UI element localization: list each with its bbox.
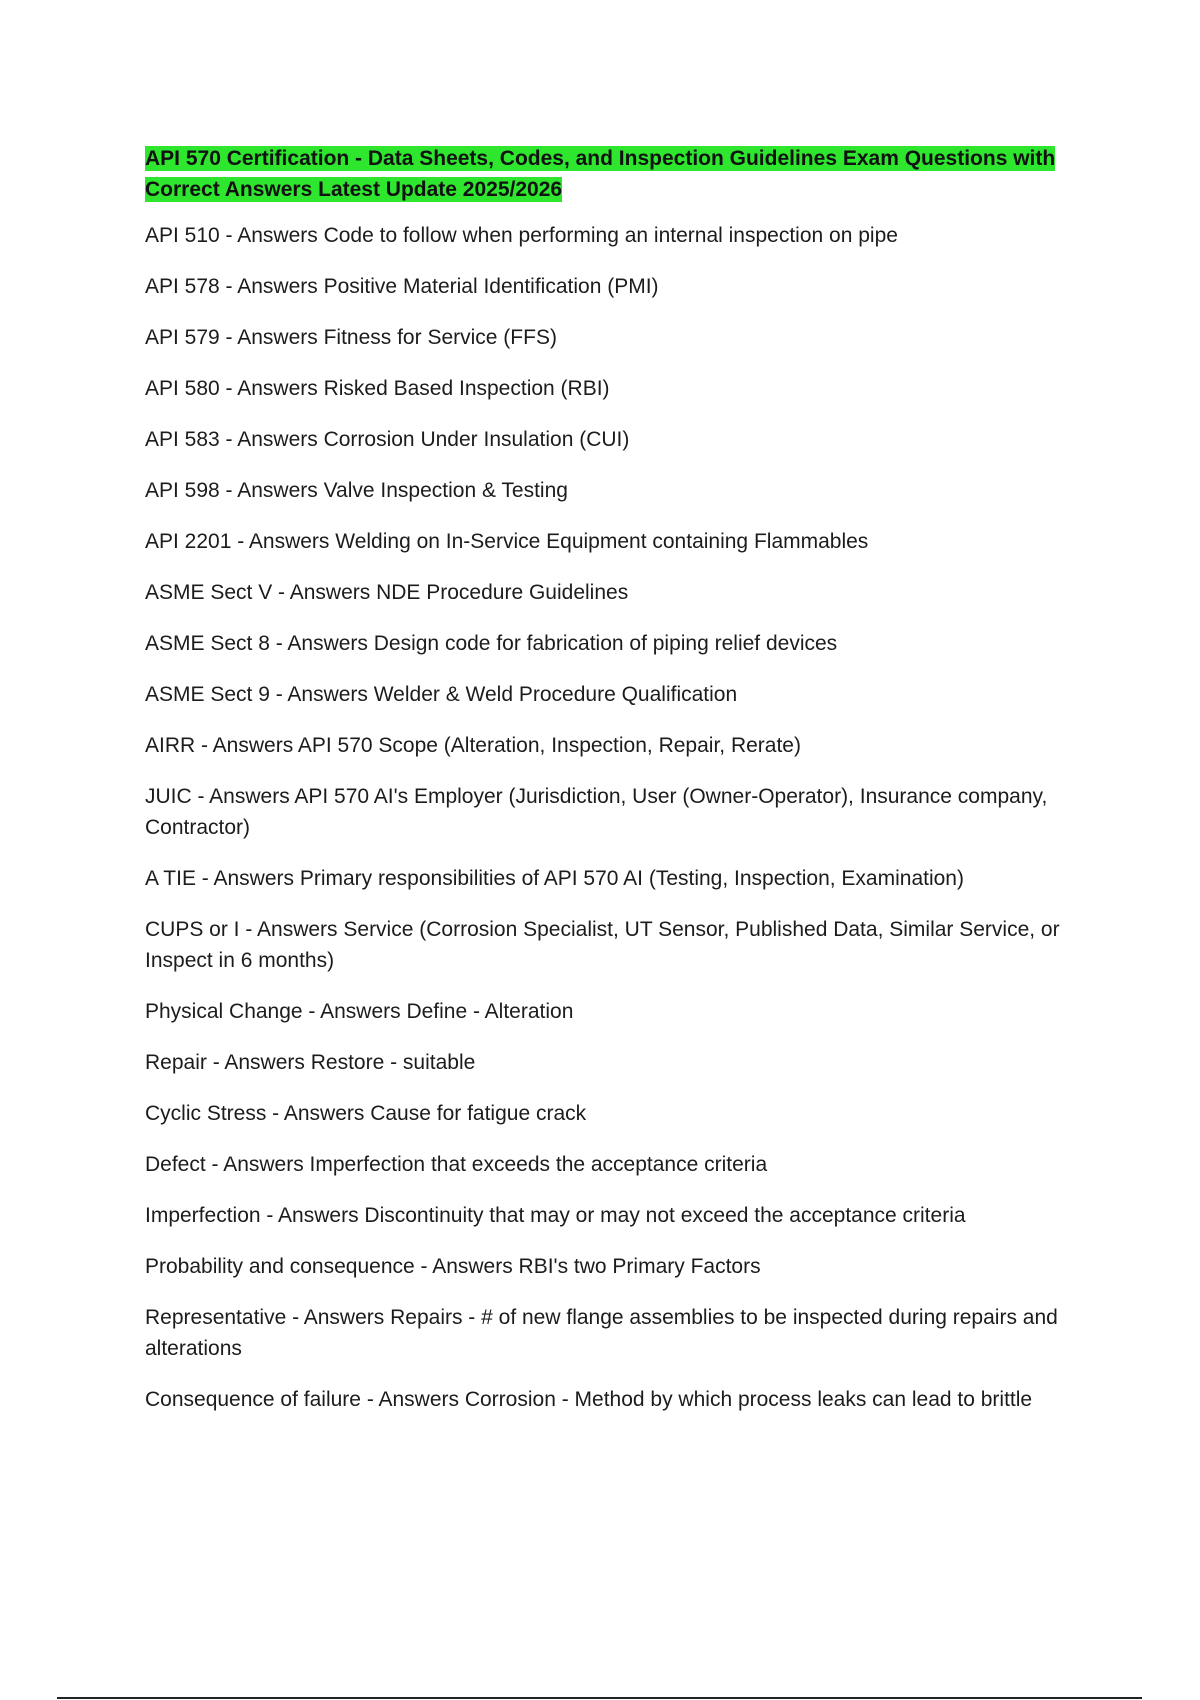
qa-item: ASME Sect V - Answers NDE Procedure Guidelines — [145, 581, 629, 604]
footer-divider — [57, 1697, 1142, 1699]
qa-item: API 579 - Answers Fitness for Service (FFS) — [145, 326, 557, 349]
qa-item: Consequence of failure - Answers Corrosion - Method by which process leaks can lead to brittle — [145, 1388, 1033, 1411]
qa-item: Cyclic Stress - Answers Cause for fatigue crack — [145, 1102, 587, 1125]
qa-item: Imperfection - Answers Discontinuity that may or may not exceed the acceptance criteria — [145, 1204, 966, 1227]
qa-item: API 580 - Answers Risked Based Inspection (RBI) — [145, 377, 610, 400]
qa-item: API 578 - Answers Positive Material Identification (PMI) — [145, 275, 659, 298]
qa-item: JUIC - Answers API 570 AI's Employer (Jurisdiction, User (Owner-Operator), Insurance company, Contractor) — [145, 785, 1048, 839]
qa-item: AIRR - Answers API 570 Scope (Alteration, Inspection, Repair, Rerate) — [145, 734, 801, 757]
qa-item: A TIE - Answers Primary responsibilities of API 570 AI (Testing, Inspection, Examination) — [145, 867, 964, 890]
qa-item: Representative - Answers Repairs - # of new flange assemblies to be inspected during repairs and alterations — [145, 1306, 1058, 1360]
qa-item: Physical Change - Answers Define - Alteration — [145, 1000, 574, 1023]
qa-item: ASME Sect 8 - Answers Design code for fabrication of piping relief devices — [145, 632, 838, 655]
qa-list — [145, 220, 1095, 1415]
qa-item: Probability and consequence - Answers RBI's two Primary Factors — [145, 1255, 761, 1278]
qa-item: API 510 - Answers Code to follow when performing an internal inspection on pipe — [145, 224, 898, 247]
qa-item: ASME Sect 9 - Answers Welder & Weld Procedure Qualification — [145, 683, 738, 706]
qa-item: Repair - Answers Restore - suitable — [145, 1051, 476, 1074]
qa-item: CUPS or I - Answers Service (Corrosion Specialist, UT Sensor, Published Data, Similar Service, or Inspect in 6 months) — [145, 918, 1060, 972]
qa-item: API 583 - Answers Corrosion Under Insulation (CUI) — [145, 428, 630, 451]
document-body — [145, 143, 1095, 1435]
qa-item: Defect - Answers Imperfection that exceeds the acceptance criteria — [145, 1153, 768, 1176]
document-title-text: API 570 Certification - Data Sheets, Codes, and Inspection Guidelines Exam Questions with Correct Answers Latest Update 2025/2026 — [145, 147, 1056, 201]
document-title — [145, 143, 1095, 205]
qa-item: API 598 - Answers Valve Inspection & Testing — [145, 479, 568, 502]
qa-item: API 2201 - Answers Welding on In-Service Equipment containing Flammables — [145, 530, 869, 553]
